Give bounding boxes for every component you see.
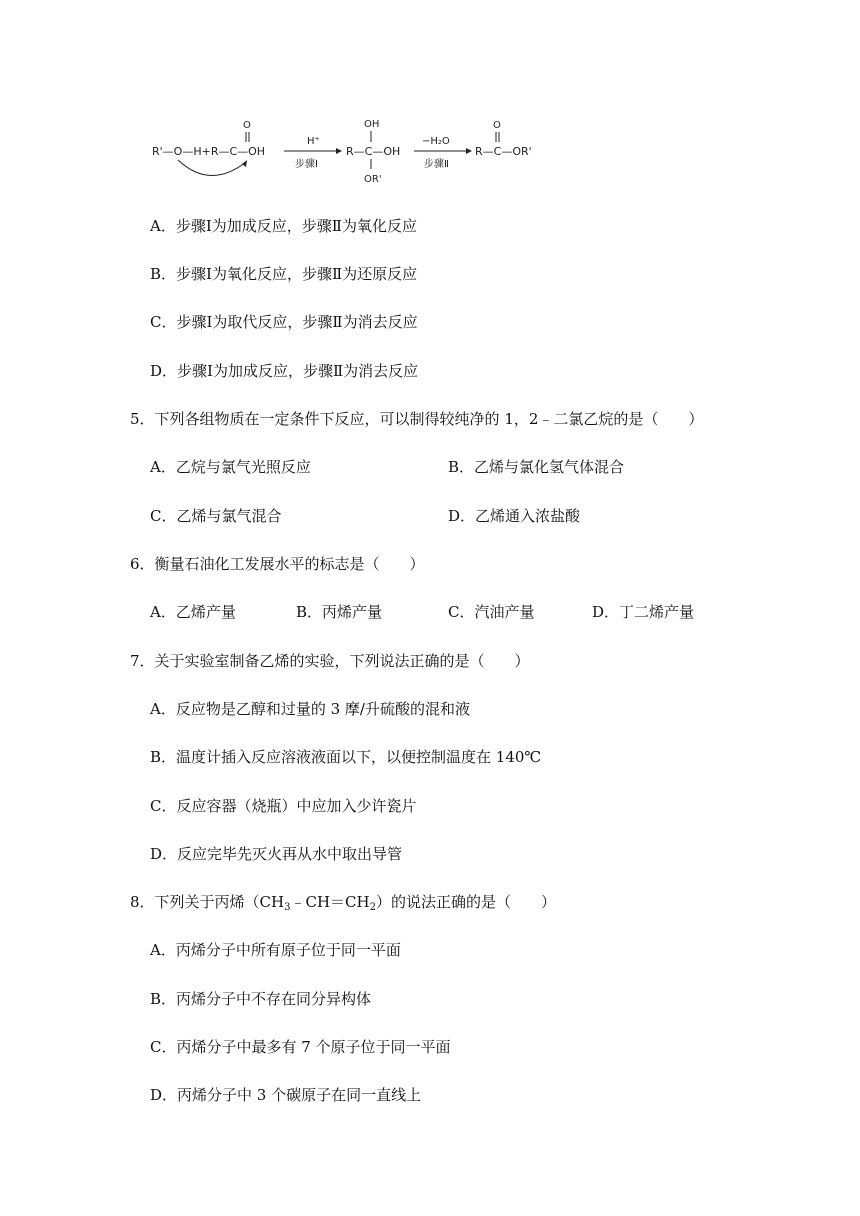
q6-option-d: D．丁二烯产量 [592, 603, 695, 621]
q4-option-a: A．步骤Ⅰ为加成反应，步骤Ⅱ为氧化反应 [150, 217, 417, 235]
scheme-carbonyl-oxygen: O [243, 120, 251, 131]
q8-option-b: B．丙烯分子中不存在同分异构体 [150, 990, 372, 1008]
q4-option-b: B．步骤Ⅰ为氧化反应，步骤Ⅱ为还原反应 [150, 265, 418, 283]
q8-option-a: A．丙烯分子中所有原子位于同一平面 [150, 941, 401, 959]
q8-option-d: D．丙烯分子中 3 个碳原子在同一直线上 [150, 1086, 422, 1104]
q6-option-c: C．汽油产量 [448, 603, 535, 621]
scheme-start-reactants: R'—O—H+R—C—OH [152, 145, 266, 158]
step2-reagent: −H₂O [422, 136, 450, 147]
step1-label: 步骤Ⅰ [295, 159, 318, 170]
scheme-product: R—C—OR' [475, 145, 532, 158]
q7-option-c: C．反应容器（烧瓶）中应加入少许瓷片 [150, 797, 417, 815]
q6-stem: 6．衡量石油化工发展水平的标志是（ ） [130, 555, 425, 573]
q5-option-c: C．乙烯与氯气混合 [150, 507, 282, 525]
q7-stem: 7．关于实验室制备乙烯的实验，下列说法正确的是（ ） [130, 652, 530, 670]
step2-label: 步骤Ⅱ [424, 159, 449, 170]
q5-option-a: A．乙烷与氯气光照反应 [150, 458, 311, 476]
product-carbonyl-oxygen: O [493, 120, 501, 131]
q8-stem: 8．下列关于丙烯$(CH_3﹣CH=CH_2)$的说法正确的是（ ） [130, 893, 556, 913]
intermediate-oh: OH [364, 119, 380, 130]
q8-option-c: C．丙烯分子中最多有 7 个原子位于同一平面 [150, 1038, 451, 1056]
step1-reagent: H⁺ [307, 136, 320, 147]
q5-stem: 5．下列各组物质在一定条件下反应，可以制得较纯净的 1，2﹣二氯乙烷的是（ ） [130, 410, 704, 428]
scheme-intermediate: R—C—OH [346, 145, 401, 158]
intermediate-or: OR' [364, 174, 382, 185]
q5-option-b: B．乙烯与氯化氢气体混合 [448, 458, 625, 476]
q4-option-c: C．步骤Ⅰ为取代反应，步骤Ⅱ为消去反应 [150, 313, 418, 331]
q5-option-d: D．乙烯通入浓盐酸 [448, 507, 581, 525]
q6-option-b: B．丙烯产量 [296, 603, 383, 621]
q6-option-a: A．乙烯产量 [150, 603, 236, 621]
q7-option-b: B．温度计插入反应溶液液面以下，以便控制温度在 140℃ [150, 748, 542, 766]
q7-option-d: D．反应完毕先灭火再从水中取出导管 [150, 845, 403, 863]
curved-arrow [178, 160, 246, 176]
reaction-scheme [150, 112, 550, 192]
q7-option-a: A．反应物是乙醇和过量的 3 摩/升硫酸的混和液 [150, 700, 470, 718]
q4-option-d: D．步骤Ⅰ为加成反应，步骤Ⅱ为消去反应 [150, 362, 419, 380]
